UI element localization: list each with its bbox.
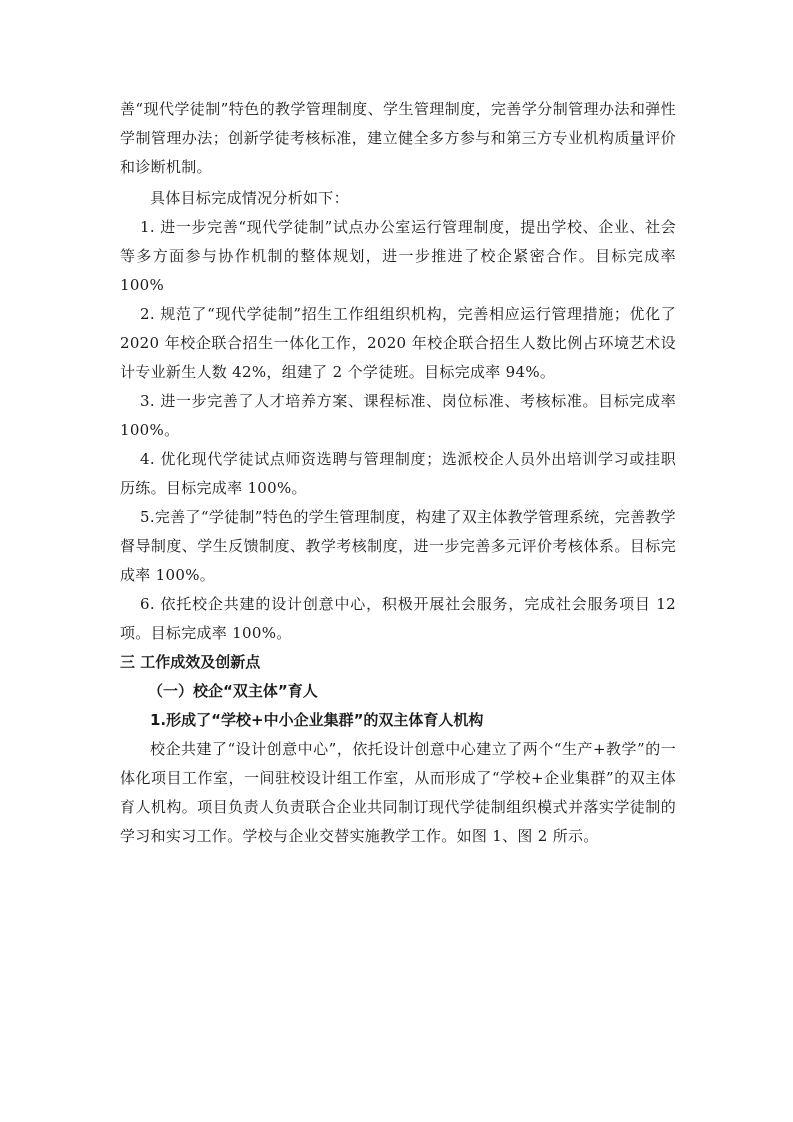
list-item: 2. 规范了“现代学徒制”招生工作组组织机构，完善相应运行管理措施；优化了 2020 年校企联合招生一体化工作，2020 年校企联合招生人数比例占环境艺术设计专业新生人数 42%，组建了 2 个学徒班。目标完成率 94%。	[120, 305, 676, 381]
analysis-lead: 具体目标完成情况分析如下：	[150, 189, 349, 207]
subsection-heading: （一）校企“双主体”育人	[148, 682, 318, 700]
list-item: 5.完善了“学徒制”特色的学生管理制度，构建了双主体教学管理系统，完善教学督导制度、学生反馈制度、教学考核制度，进一步完善多元评价考核体系。目标完成率 100%。	[120, 508, 676, 584]
section-heading: 三 工作成效及创新点	[120, 653, 261, 671]
list-item: 3. 进一步完善了人才培养方案、课程标准、岗位标准、考核标准。目标完成率 100%。	[120, 392, 676, 439]
list-item: 1. 进一步完善“现代学徒制”试点办公室运行管理制度，提出学校、企业、社会等多方面参与协作机制的整体规划，进一步推进了校企紧密合作。目标完成率 100%	[120, 218, 676, 294]
closing-paragraph: 校企共建了“设计创意中心”，依托设计创意中心建立了两个“生产+教学”的一体化项目工作室，一间驻校设计组工作室，从而形成了“学校+企业集群”的双主体育人机构。项目负责人负责联合企业共同制订现代学徒制组织模式并落实学徒制的学习和实习工作。学校与企业交替实施教学工作。如图 1、图 2 所示。	[120, 740, 676, 845]
intro-paragraph: 善“现代学徒制”特色的教学管理制度、学生管理制度，完善学分制管理办法和弹性学制管理办法；创新学徒考核标准，建立健全多方参与和第三方专业机构质量评价和诊断机制。	[120, 100, 676, 176]
list-item: 4. 优化现代学徒试点师资选聘与管理制度；选派校企人员外出培训学习或挂职历练。目标完成率 100%。	[120, 450, 676, 497]
document-body	[120, 95, 676, 851]
subsubsection-heading: 1.形成了“学校+中小企业集群”的双主体育人机构	[150, 711, 484, 729]
list-item: 6. 依托校企共建的设计创意中心，积极开展社会服务，完成社会服务项目 12 项。目标完成率 100%。	[120, 595, 676, 642]
